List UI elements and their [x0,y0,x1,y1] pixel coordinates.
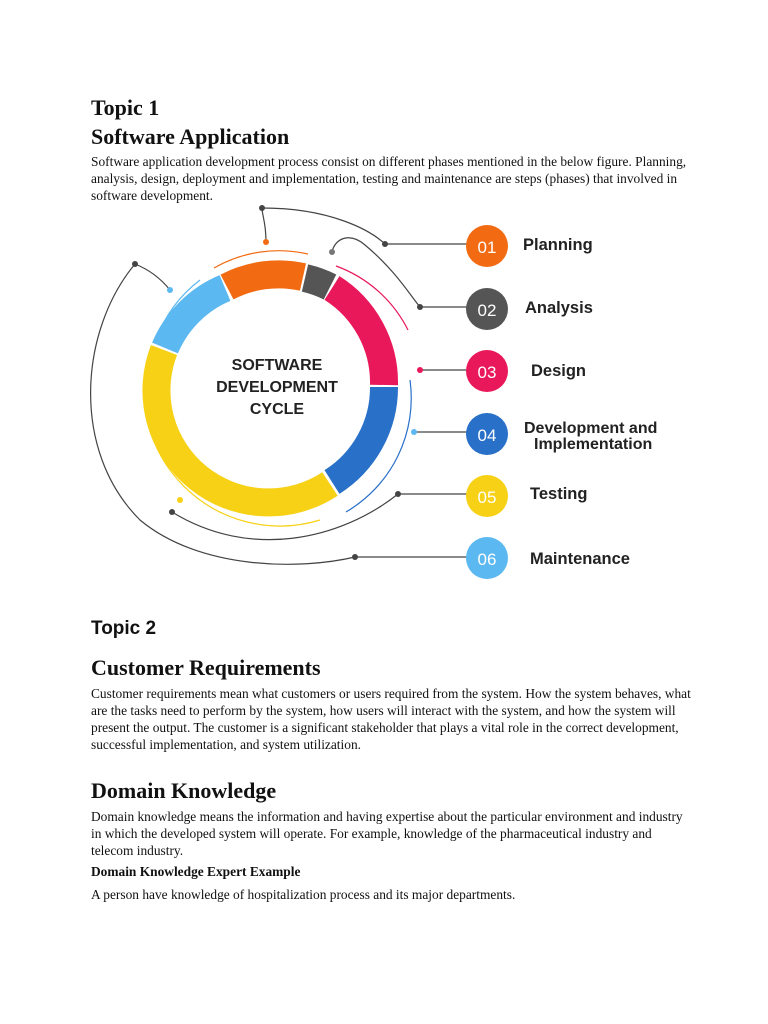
phase-label-maintenance: Maintenance [530,550,630,568]
center-line-3: CYCLE [249,401,305,418]
customer-requirements-paragraph: Customer requirements mean what customers or users required from the system. How the system behaves, what are the tasks need to perform by the system, how users will interact with the system, and how the system will present the output. The customer is a significant stakeholder that plays a vital role in the correct development, successful implementation, and system utilization. [91,686,691,752]
ring-segment-maintenance [165,288,225,348]
ring-segment-planning [227,274,303,287]
phase-planning [466,225,593,267]
software-application-paragraph: Software application development process consist on different phases mentioned in the below figure. Planning, analysis, design, deployment and implementation, testing and maintenance are steps (phases) that involved in software development. [91,154,687,203]
domain-knowledge-paragraph: Domain knowledge means the information and having expertise about the particular environment and industry in which the developed system will operate. For example, knowledge of the pharmaceutical industry and telecom industry. [91,809,683,858]
center-line-2: DEVELOPMENT [216,379,338,396]
topic2-heading: Topic 2 [91,618,157,639]
phase-development [466,413,657,455]
ring-segment-analysis [305,278,330,287]
software-application-title: Software Application [91,124,290,149]
phase-number-design: 03 [477,363,497,382]
ring-segment-development [332,387,384,482]
phase-maintenance [466,537,630,579]
domain-example-heading: Domain Knowledge Expert Example [91,864,301,879]
phase-label-development: Development and [524,420,658,437]
phase-label-design: Design [531,362,587,380]
phase-number-testing: 05 [477,488,497,507]
ring-segment-design [332,288,384,385]
phase-number-planning: 01 [477,238,497,257]
topic1-heading: Topic 1 [91,95,160,120]
phase-label-analysis: Analysis [525,299,593,317]
cycle-center-label [216,357,338,418]
center-line-1: SOFTWARE [231,357,323,374]
phase-testing [466,475,587,517]
phase-number-maintenance: 06 [477,550,497,569]
phase-design [466,350,586,392]
domain-knowledge-title: Domain Knowledge [91,778,277,803]
phase-number-analysis: 02 [477,301,497,320]
phase-label-planning: Planning [523,236,593,254]
customer-requirements-title: Customer Requirements [91,655,321,680]
phase-analysis [466,288,593,330]
phase-number-development: 04 [477,426,497,445]
phase-label-implementation: Implementation [534,436,653,453]
phase-label-testing: Testing [530,485,588,503]
domain-example-text: A person have knowledge of hospitalization process and its major departments. [91,887,516,902]
